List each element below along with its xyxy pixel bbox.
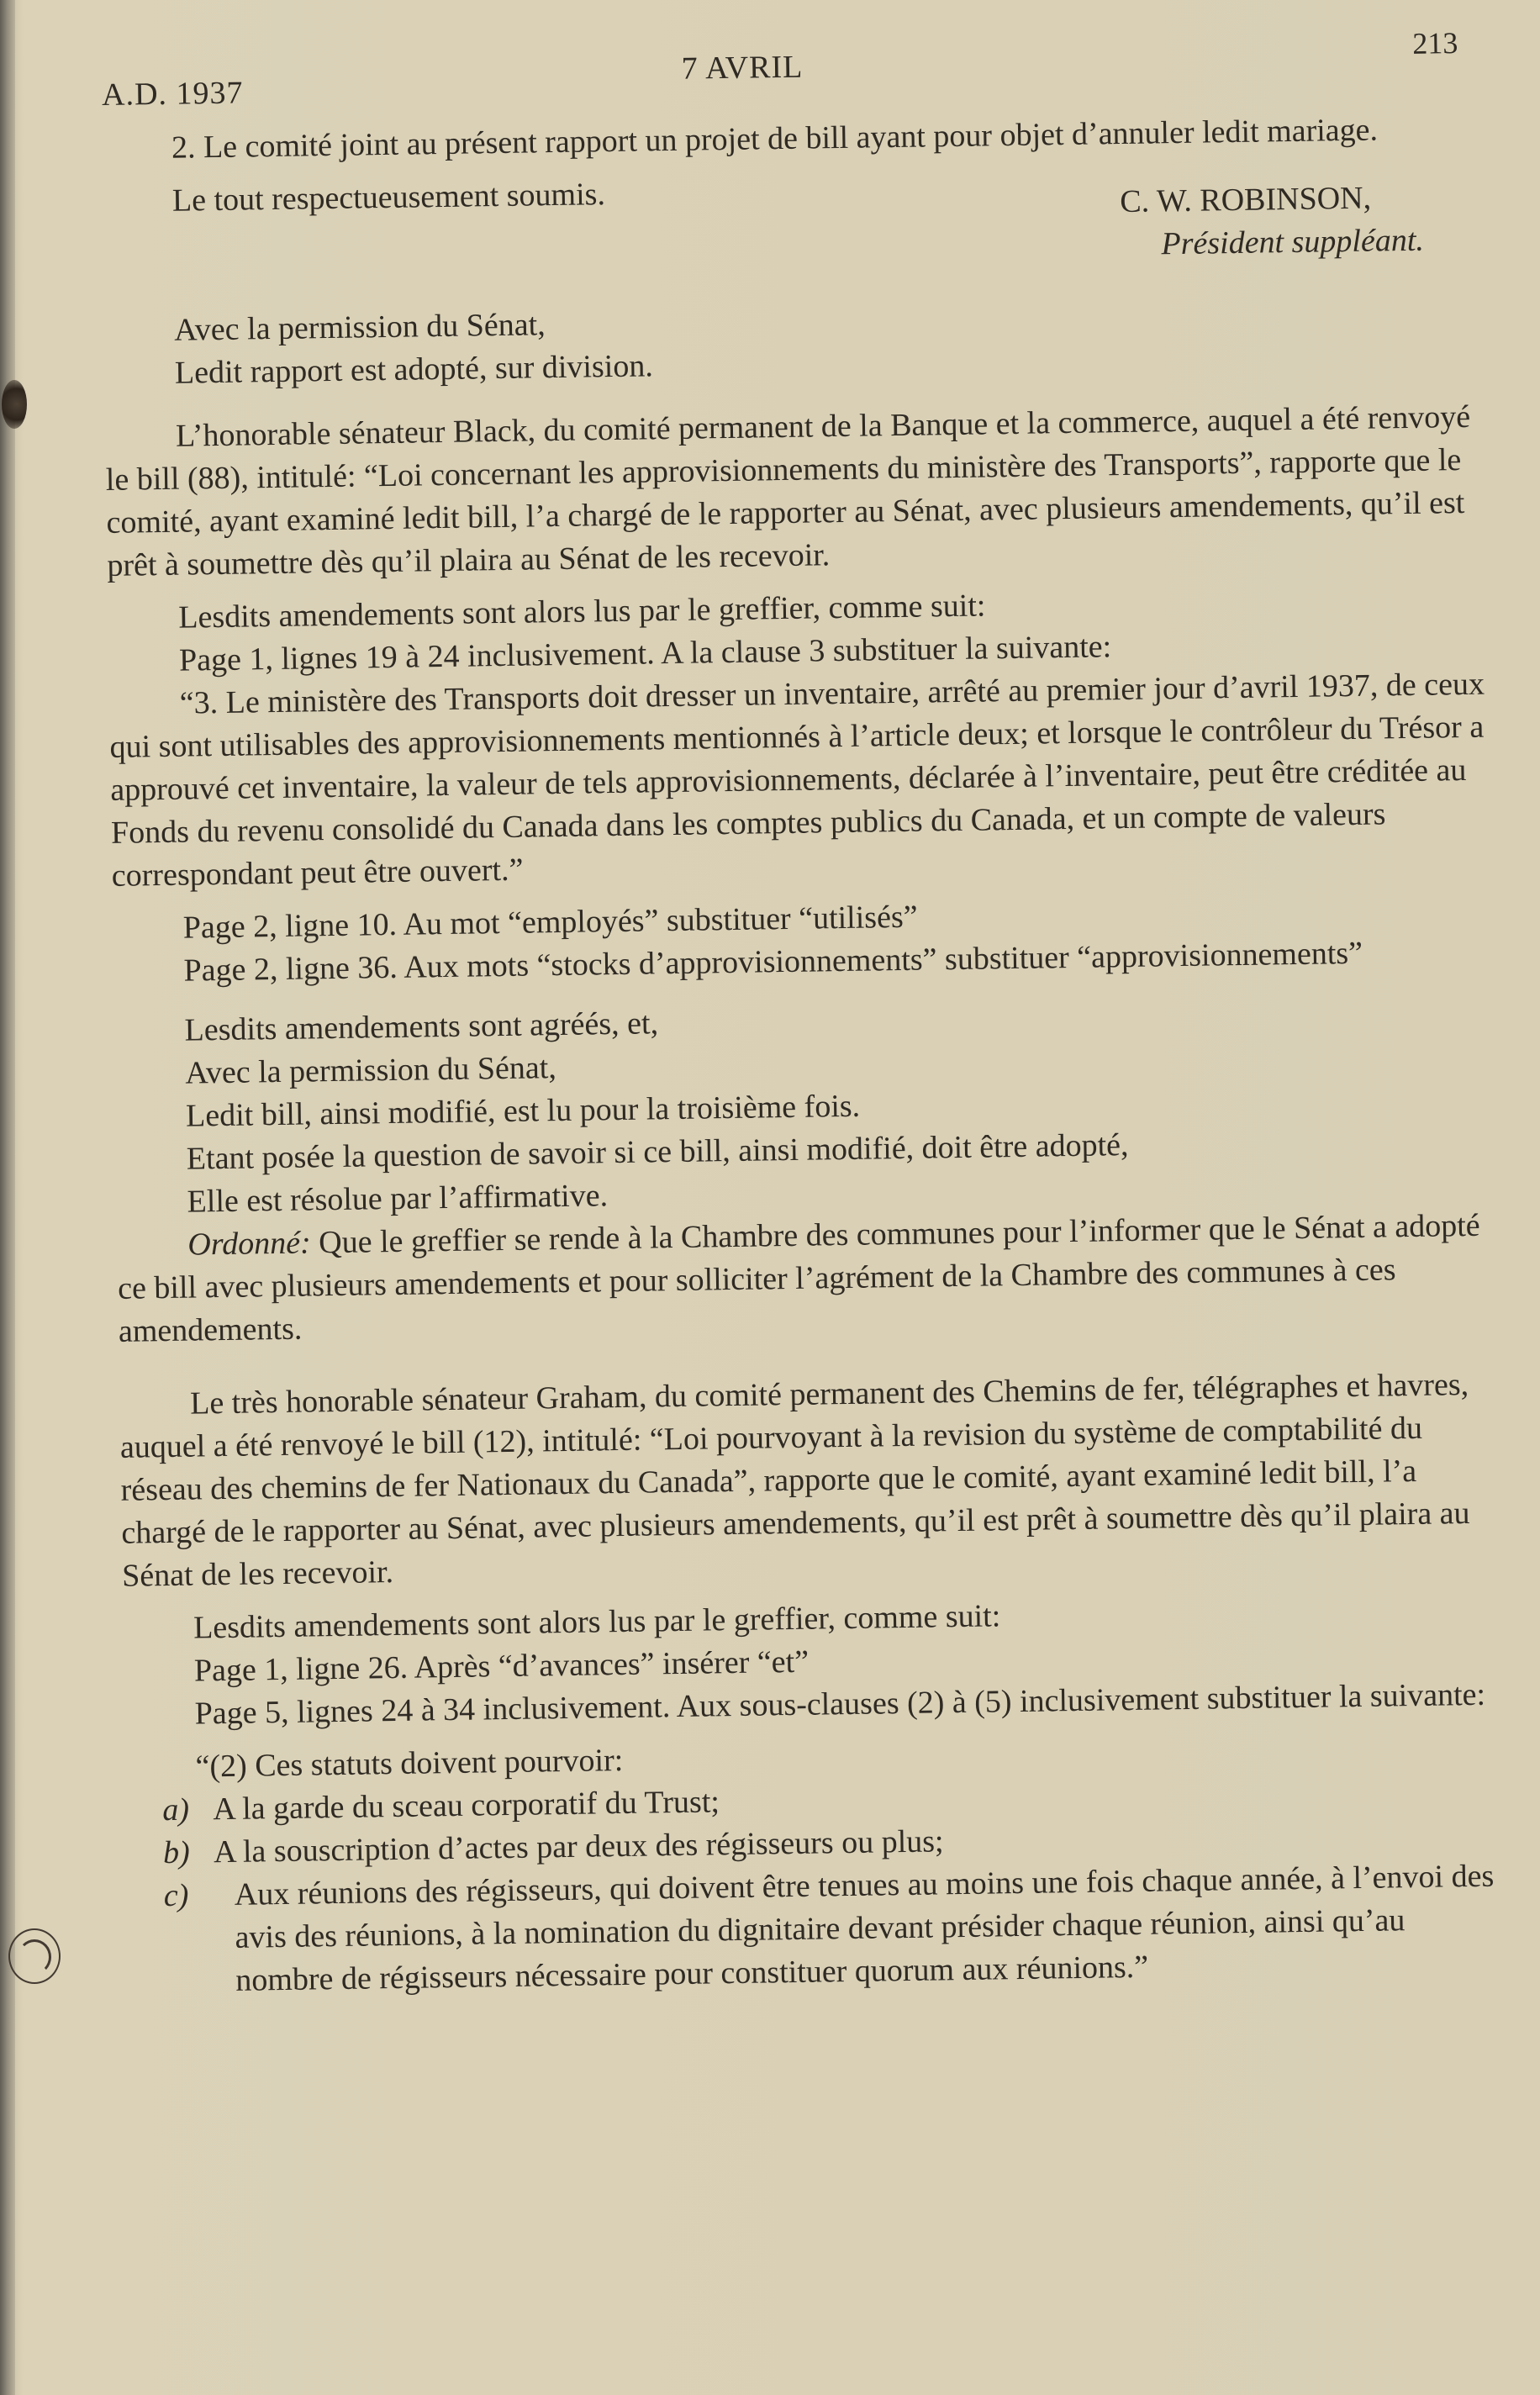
list-label-b: b) — [162, 1834, 191, 1871]
paragraph-10-line-1: Lesdits amendements sont agréés, et, — [184, 1005, 659, 1048]
paragraph-3-line-2: Ledit rapport est adopté, sur division. — [174, 348, 654, 391]
list-label-c: c) — [163, 1877, 189, 1914]
paragraph-6: Page 1, lignes 19 à 24 inclusivement. A la clause 3 substituer la suivante: — [178, 629, 1112, 678]
paragraph-12: Le très honorable sénateur Graham, du comité permanent des Chemins de fer, télégraphes et havres, auquel a été renvoyé le bill (12), intitulé: “Loi pourvoyant à la revision du système de comptabilité du réseau des chemins de fer Nationaux du Canada”, rapporte que le comité, ayant examiné ledit bill, l’a chargé de le rapporter au Sénat, avec plusieurs amendements, qu’il est prêt à soumettre dès qu’il plaira au Sénat de les recevoir. — [119, 1367, 1470, 1594]
paragraph-14: Page 1, ligne 26. Après “d’avances” insérer “et” — [193, 1643, 810, 1689]
page-number: 213 — [1412, 26, 1458, 61]
punch-hole — [8, 1928, 61, 1984]
signature-name: C. W. ROBINSON, — [1119, 180, 1372, 220]
paragraph-3-line-1: Avec la permission du Sénat, — [173, 307, 546, 348]
list-text-b: A la souscription d’actes par deux des régisseurs ou plus; — [213, 1823, 944, 1870]
paragraph-2: Le tout respectueusement soumis. — [171, 177, 606, 219]
paragraph-8: Page 2, ligne 10. Au mot “employés” substituer “utilisés” — [182, 899, 918, 946]
paragraph-10-line-2: Avec la permission du Sénat, — [185, 1050, 557, 1091]
year-label: A.D. 1937 — [101, 75, 244, 113]
list-label-a: a) — [162, 1791, 190, 1828]
paragraph-10-line-4: Etant posée la question de savoir si ce bill, ainsi modifié, doit être adopté, — [186, 1126, 1129, 1177]
document-content — [99, 13, 1511, 2270]
paragraph-10-line-5: Elle est résolue par l’affirmative. — [187, 1178, 609, 1220]
list-item-c — [127, 1854, 1507, 2003]
ordonne-label: Ordonné: — [187, 1225, 312, 1263]
paragraph-10-line-3: Ledit bill, ainsi modifié, est lu pour la troisième fois. — [185, 1088, 861, 1134]
paragraph-5: Lesdits amendements sont alors lus par le greffier, comme suit: — [178, 588, 986, 636]
paragraph-13: Lesdits amendements sont alors lus par le greffier, comme suit: — [192, 1598, 1001, 1646]
list-text-a: A la garde du sceau corporatif du Trust; — [213, 1784, 720, 1828]
paragraph-7: “3. Le ministère des Transports doit dresser un inventaire, arrêté au premier jour d’avril 1937, de ceux qui sont utilisables des approvisionnements mentionnés à l’article deux; et lorsque le contrôleur du Trésor a approuvé cet inventaire, la valeur de tels approvisionnements, déclarée à l’inventaire, peut être créditée au Fonds du revenu consolidé du Canada dans les comptes publics du Canada, et un compte de valeurs correspondant peut être ouvert.” — [109, 666, 1485, 894]
signature-title: Président suppléant. — [1161, 222, 1425, 262]
punch-hole — [2, 380, 27, 429]
binding-edge — [0, 0, 15, 2395]
date-label: 7 AVRIL — [681, 49, 804, 87]
paragraph-11 — [117, 1205, 1497, 1353]
paragraph-16: “(2) Ces statuts doivent pourvoir: — [195, 1742, 624, 1785]
paragraph-1: 2. Le comité joint au présent rapport un projet de bill ayant pour objet d’annuler ledit mariage. — [171, 112, 1379, 166]
list-text-c: Aux réunions des régisseurs, qui doivent être tenues au moins une fois chaque année, à l’envoi des avis des réunions, à la nomination du dignitaire devant présider chaque réunion, ainsi qu’au nombre de régisseurs nécessaire pour constituer quorum aux réunions.” — [234, 1858, 1495, 1998]
paragraph-9: Page 2, ligne 36. Aux mots “stocks d’approvisionnements” substituer “approvisionnements” — [183, 935, 1363, 989]
paragraph-4: L’honorable sénateur Black, du comité permanent de la Banque et la commerce, auquel a été renvoyé le bill (88), intitulé: “Loi concernant les approvisionnements du ministère des Transports”, rapporte que le comité, ayant examiné ledit bill, l’a chargé de le rapporter au Sénat, avec plusieurs amendements, qu’il est prêt à soumettre dès qu’il plaira au Sénat de les recevoir. — [105, 398, 1471, 583]
paragraph-15: Page 5, lignes 24 à 34 inclusivement. Aux sous-clauses (2) à (5) inclusivement substituer la suivante: — [194, 1676, 1486, 1732]
ordonne-text: Que le greffier se rende à la Chambre des communes pour l’informer que le Sénat a adopté ce bill avec plusieurs amendements et pour solliciter l’agrément de la Chambre des communes à ces amendements. — [117, 1207, 1480, 1349]
